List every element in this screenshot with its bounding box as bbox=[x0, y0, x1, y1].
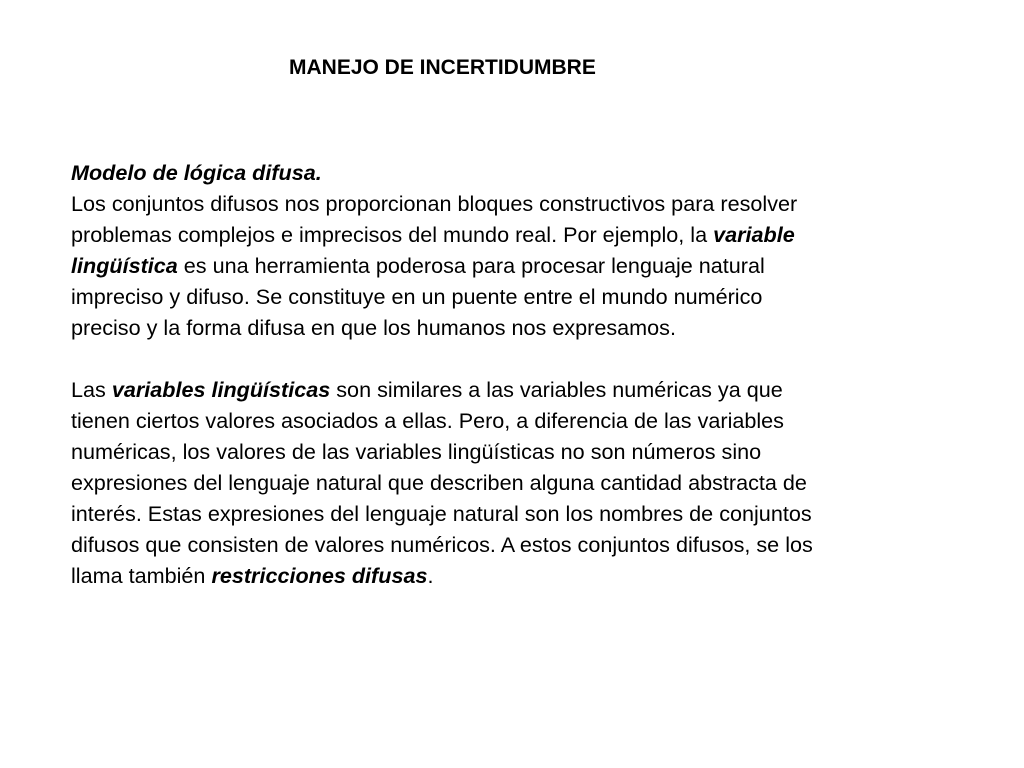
paragraph1-line3-text: es una herramienta poderosa para procesar lenguaje natural bbox=[177, 253, 765, 278]
section-subtitle bbox=[71, 157, 961, 188]
paragraph2-line4: expresiones del lenguaje natural que describen alguna cantidad abstracta de bbox=[71, 470, 807, 495]
paragraph1-line2-text: problemas complejos e imprecisos del mundo real. Por ejemplo, la bbox=[71, 222, 714, 247]
paragraph2-line3: numéricas, los valores de las variables lingüísticas no son números sino bbox=[71, 439, 762, 464]
paragraph2-line6: difusos que consisten de valores numéricos. A estos conjuntos difusos, se los bbox=[71, 532, 813, 557]
paragraph2-line7-pre: llama también bbox=[71, 563, 212, 588]
slide-title: MANEJO DE INCERTIDUMBRE bbox=[289, 56, 596, 79]
paragraph1-line3 bbox=[71, 250, 961, 281]
slide-content bbox=[71, 157, 961, 591]
paragraph1-line1: Los conjuntos difusos nos proporcionan bloques constructivos para resolver bbox=[71, 191, 798, 216]
paragraph-fuzzy-sets bbox=[71, 188, 961, 343]
paragraph2-line1-pre: Las bbox=[71, 377, 112, 402]
paragraph-linguistic-variables bbox=[71, 374, 961, 591]
paragraph1-line2 bbox=[71, 219, 961, 250]
paragraph2-line1 bbox=[71, 374, 961, 405]
emphasis-variables-linguisticas: variables lingüísticas bbox=[111, 377, 331, 402]
paragraph-spacer bbox=[71, 343, 961, 374]
paragraph1-line5: preciso y la forma difusa en que los humanos nos expresamos. bbox=[71, 315, 676, 340]
paragraph1-line4: impreciso y difuso. Se constituye en un puente entre el mundo numérico bbox=[71, 284, 763, 309]
section-subtitle-text: Modelo de lógica difusa. bbox=[71, 160, 322, 185]
paragraph2-line7 bbox=[71, 560, 961, 591]
paragraph2-line7-post: . bbox=[427, 563, 434, 588]
paragraph2-line2: tienen ciertos valores asociados a ellas. Pero, a diferencia de las variables bbox=[71, 408, 784, 433]
paragraph2-line5: interés. Estas expresiones del lenguaje natural son los nombres de conjuntos bbox=[71, 501, 812, 526]
emphasis-restricciones-difusas: restricciones difusas bbox=[211, 563, 428, 588]
paragraph2-line1-post: son similares a las variables numéricas ya que bbox=[330, 377, 783, 402]
emphasis-linguistica: lingüística bbox=[71, 253, 178, 278]
emphasis-variable: variable bbox=[713, 222, 795, 247]
